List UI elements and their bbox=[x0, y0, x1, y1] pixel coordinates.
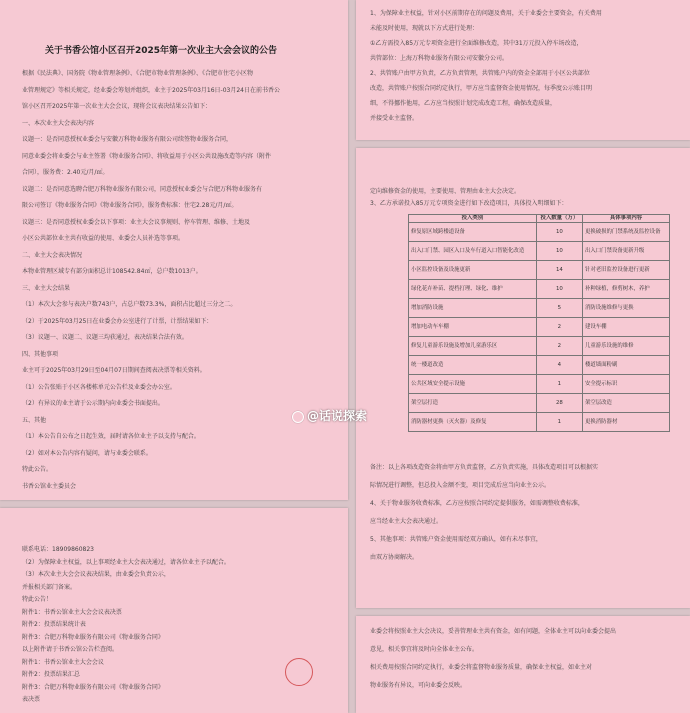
table-row bbox=[409, 318, 670, 337]
weibo-watermark bbox=[292, 407, 367, 424]
text-line: 合同），服务费：2.40元/月/㎡。 bbox=[22, 169, 109, 176]
notice-page-2 bbox=[356, 0, 690, 140]
text-line: 二、业主大会表决情况 bbox=[22, 251, 83, 259]
table-cell: 架空层打造 bbox=[409, 394, 537, 413]
table-cell: 安全提示标识 bbox=[582, 375, 669, 394]
table-header: 投入数量（万） bbox=[536, 215, 582, 223]
text-line: 际情况进行调整，但总投入金额不变，项目完成后应当向业主公示。 bbox=[370, 482, 551, 489]
text-line: ①乙方需投入85万元专项资金进行全面维修改造，其中31万元投入停车场改造， bbox=[370, 40, 583, 47]
table-cell: 14 bbox=[536, 261, 582, 280]
table-cell: 2 bbox=[536, 318, 582, 337]
text-line: 相关费用按照合同约定执行，业委会将监督物业服务质量，确保业主权益，如业主对 bbox=[370, 664, 593, 671]
text-line: 附件1：书香公馆业主大会会议 bbox=[22, 658, 104, 666]
table-row bbox=[409, 375, 670, 394]
table-cell: 更换消防器材 bbox=[582, 413, 669, 432]
table-cell: 5 bbox=[536, 299, 582, 318]
text-line: （2）为保障业主权益，以上事项经业主大会表决通过，请各位业主予以配合。 bbox=[22, 558, 230, 566]
table-cell: 修复儿童游乐设施及增加儿童游乐区 bbox=[409, 337, 537, 356]
text-line: 5、其他事项：共管账户资金使用需经双方确认，如有未尽事宜， bbox=[370, 536, 542, 543]
table-row bbox=[409, 242, 670, 261]
table-row bbox=[409, 337, 670, 356]
table-cell: 针对老旧监控设备进行更新 bbox=[582, 261, 669, 280]
official-stamp bbox=[285, 658, 313, 686]
text-line: 同意业委会将业委会与业主签署《物业服务合同》、将收益用于小区公共设施改造等内容（附件 bbox=[22, 152, 272, 160]
text-line: 由双方协商解决。 bbox=[370, 554, 419, 561]
text-line: 附件3：合肥万科物业服务有限公司《物业服务合同》 bbox=[22, 633, 164, 641]
watermark-text: @话说探索 bbox=[307, 409, 368, 423]
table-cell: 消防器材更换（灭火器）及修复 bbox=[409, 413, 537, 432]
text-line: 改造，共管账户按照合同约定执行，甲方应当监督资金使用情况，每季度公示账目明 bbox=[370, 85, 593, 92]
table-cell: 消防设施维修与更换 bbox=[582, 299, 669, 318]
text-line: 备注：以上各项改造资金将由甲方负责监督，乙方负责实施，具体改造项目可以根据实 bbox=[370, 464, 599, 471]
text-line: 一、本次业主大会表决内容 bbox=[22, 119, 95, 127]
table-cell: 架空层改造 bbox=[582, 394, 669, 413]
text-line: 根据《民法典》、国务院《物业管理条例》、《合肥市物业管理条例》、《合肥市住宅小区物 bbox=[22, 70, 254, 77]
text-line: 附件1：书香公馆业主大会会议表决票 bbox=[22, 608, 122, 616]
text-line: 表决票 bbox=[22, 696, 41, 703]
text-line: 3、乙方承诺投入85万元专项资金进行如下改造项目，具体投入明细如下： bbox=[370, 200, 568, 207]
text-line: （2）于2025年03月25日在业委会办公室进行了计票，计票结果如下： bbox=[22, 317, 213, 325]
table-cell: 出入口门禁、园区入口及车行道入口智能化改造 bbox=[409, 242, 537, 261]
text-line: （3）本次业主大会会议表决结果，由业委会负责公示， bbox=[22, 571, 170, 578]
notice-title: 关于书香公馆小区召开2025年第一次业主大会会议的公告 bbox=[45, 46, 278, 56]
investment-table bbox=[408, 214, 670, 432]
text-line: 物业服务有异议，可向业委会反映。 bbox=[370, 682, 467, 689]
table-cell: 出入口门禁设备更新升级 bbox=[582, 242, 669, 261]
text-line: 附件2：投票结果汇总 bbox=[22, 671, 80, 678]
table-cell: 修复原区域跨楼道设备 bbox=[409, 223, 537, 242]
text-line: 细，不得挪作他用，乙方应当按照计划完成改造工程，确保改造质量， bbox=[370, 100, 557, 107]
table-cell: 楼道墙面粉刷 bbox=[582, 356, 669, 375]
text-line: 三、业主大会结果 bbox=[22, 284, 71, 292]
text-line: （1）本公告自公布之日起生效，届时请各位业主予以支持与配合。 bbox=[22, 433, 200, 440]
table-cell: 2 bbox=[536, 337, 582, 356]
table-cell: 28 bbox=[536, 394, 582, 413]
table-cell: 增加电动车车棚 bbox=[409, 318, 537, 337]
text-line: （3）议题一、议题二、议题三均获通过，表决结果合法有效。 bbox=[22, 334, 188, 341]
table-cell: 4 bbox=[536, 356, 582, 375]
table-cell: 统一楼道改造 bbox=[409, 356, 537, 375]
notice-page-4 bbox=[0, 508, 348, 713]
table-header: 投入类别 bbox=[409, 215, 537, 223]
text-line: 本物业管理区域专有部分面积总计108542.84㎡，总户数1013户。 bbox=[22, 268, 202, 275]
table-cell: 建设车棚 bbox=[582, 318, 669, 337]
table-cell: 儿童游乐设施的维修 bbox=[582, 337, 669, 356]
text-line: 附件2：投票结果统计表 bbox=[22, 621, 86, 628]
text-line: 附件3：合肥万科物业服务有限公司《物业服务合同》 bbox=[22, 683, 164, 691]
table-row bbox=[409, 394, 670, 413]
text-line: 特此公告！ bbox=[22, 596, 53, 603]
notice-page-5 bbox=[356, 616, 690, 713]
table-row bbox=[409, 356, 670, 375]
table-cell: 10 bbox=[536, 242, 582, 261]
table-cell: 更换破损的门禁系统及监控设备 bbox=[582, 223, 669, 242]
text-line: 业管理规定》等相关规定，经业委会筹划并组织，业主于2025年03月16日-03月24日在前书香公 bbox=[22, 86, 280, 94]
text-line: 未能及时使用，现就以下方式进行处理： bbox=[370, 25, 479, 32]
text-line: 定向维修资金的使用，主要使用、管理由业主大会决定。 bbox=[370, 188, 521, 195]
table-row bbox=[409, 261, 670, 280]
text-line: 以上附件请于书香公馆公告栏查阅。 bbox=[22, 646, 119, 653]
weibo-logo-icon bbox=[292, 411, 304, 423]
text-line: 意见，相关事宜将及时向全体业主公布。 bbox=[370, 646, 479, 653]
table-cell: 10 bbox=[536, 280, 582, 299]
text-line: 4、关于物业服务收费标准，乙方应按照合同约定提供服务，如需调整收费标准， bbox=[370, 500, 584, 507]
text-line: 并报相关部门备案。 bbox=[22, 583, 77, 591]
table-row bbox=[409, 299, 670, 318]
table-cell: 小区监控设备及设施更新 bbox=[409, 261, 537, 280]
text-line: 议题三：是否同意授权业委会以下事项：业主大会议事规则、停车管理、维修、土地及 bbox=[22, 218, 251, 226]
text-line: 馆小区召开2025年第一次业主大会会议，现将会议表决结果公告如下： bbox=[22, 103, 212, 110]
text-line: （2）有异议的业主请于公示期内向业委会书面提出。 bbox=[22, 400, 164, 407]
text-line: （1）公告张贴于小区各楼栋单元公告栏及业委会办公室。 bbox=[22, 383, 176, 391]
table-cell: 绿化花卉补苗、提档打理、绿化、维护 bbox=[409, 280, 537, 299]
text-line: 特此公告。 bbox=[22, 466, 53, 473]
text-line: 五、其他 bbox=[22, 416, 47, 424]
text-line: 限公司签订《物业服务合同》《物业服务合同》，服务费标准：住宅2.28元/月/㎡。 bbox=[22, 202, 238, 209]
table-row bbox=[409, 413, 670, 432]
table-cell: 10 bbox=[536, 223, 582, 242]
text-line: 应当经业主大会表决通过。 bbox=[370, 518, 443, 525]
text-line: 议题二：是否同意选聘合肥万科物业服务有限公司，同意授权业委会与合肥万科物业服务有 bbox=[22, 185, 263, 193]
table-cell: 1 bbox=[536, 413, 582, 432]
text-line: 小区公共部位业主共有收益的使用、业委会人员补选等事项。 bbox=[22, 235, 185, 242]
text-line: 业委会将按照业主大会决议，妥善管理业主共有资金，如有问题，全体业主可以向业委会提出 bbox=[370, 628, 617, 635]
text-line: 书香公馆业主委员会 bbox=[22, 482, 77, 490]
text-line: 共管部位：上海万科物业服务有限公司安徽分公司。 bbox=[370, 55, 509, 62]
text-line: 并接受业主监督。 bbox=[370, 115, 419, 122]
text-line: （1）本次大会参与表决户数743户，占总户数73.3%，面积占比超过三分之二。 bbox=[22, 301, 237, 308]
text-line: 业主可于2025年03月29日至04月07日期间查阅表决票等相关资料。 bbox=[22, 367, 206, 374]
table-row bbox=[409, 280, 670, 299]
table-row bbox=[409, 223, 670, 242]
table-cell: 公共区域安全提示设施 bbox=[409, 375, 537, 394]
table-header: 具体事项内容 bbox=[582, 215, 669, 223]
text-line: 四、其他事项 bbox=[22, 350, 59, 358]
table-cell: 补种绿植，修剪树木，养护 bbox=[582, 280, 669, 299]
text-line: （2）如对本公告内容有疑问，请与业委会联系。 bbox=[22, 449, 152, 457]
table-cell: 1 bbox=[536, 375, 582, 394]
notice-page-1 bbox=[0, 0, 348, 500]
text-line: 议题一：是否同意授权业委会与安徽万科物业服务有限公司续签物业服务合同， bbox=[22, 136, 233, 143]
text-line: 1、为保障业主权益，针对小区前期存在的问题及费用，关于业委会主要资金，有关费用 bbox=[370, 10, 602, 17]
text-line: 联系电话：18909860823 bbox=[22, 546, 94, 553]
text-line: 2、共管账户由甲方负责，乙方负责管理，共管账户内的资金全部用于小区公共部位 bbox=[370, 70, 590, 77]
table-cell: 增加消防设施 bbox=[409, 299, 537, 318]
notice-page-3 bbox=[356, 148, 690, 608]
